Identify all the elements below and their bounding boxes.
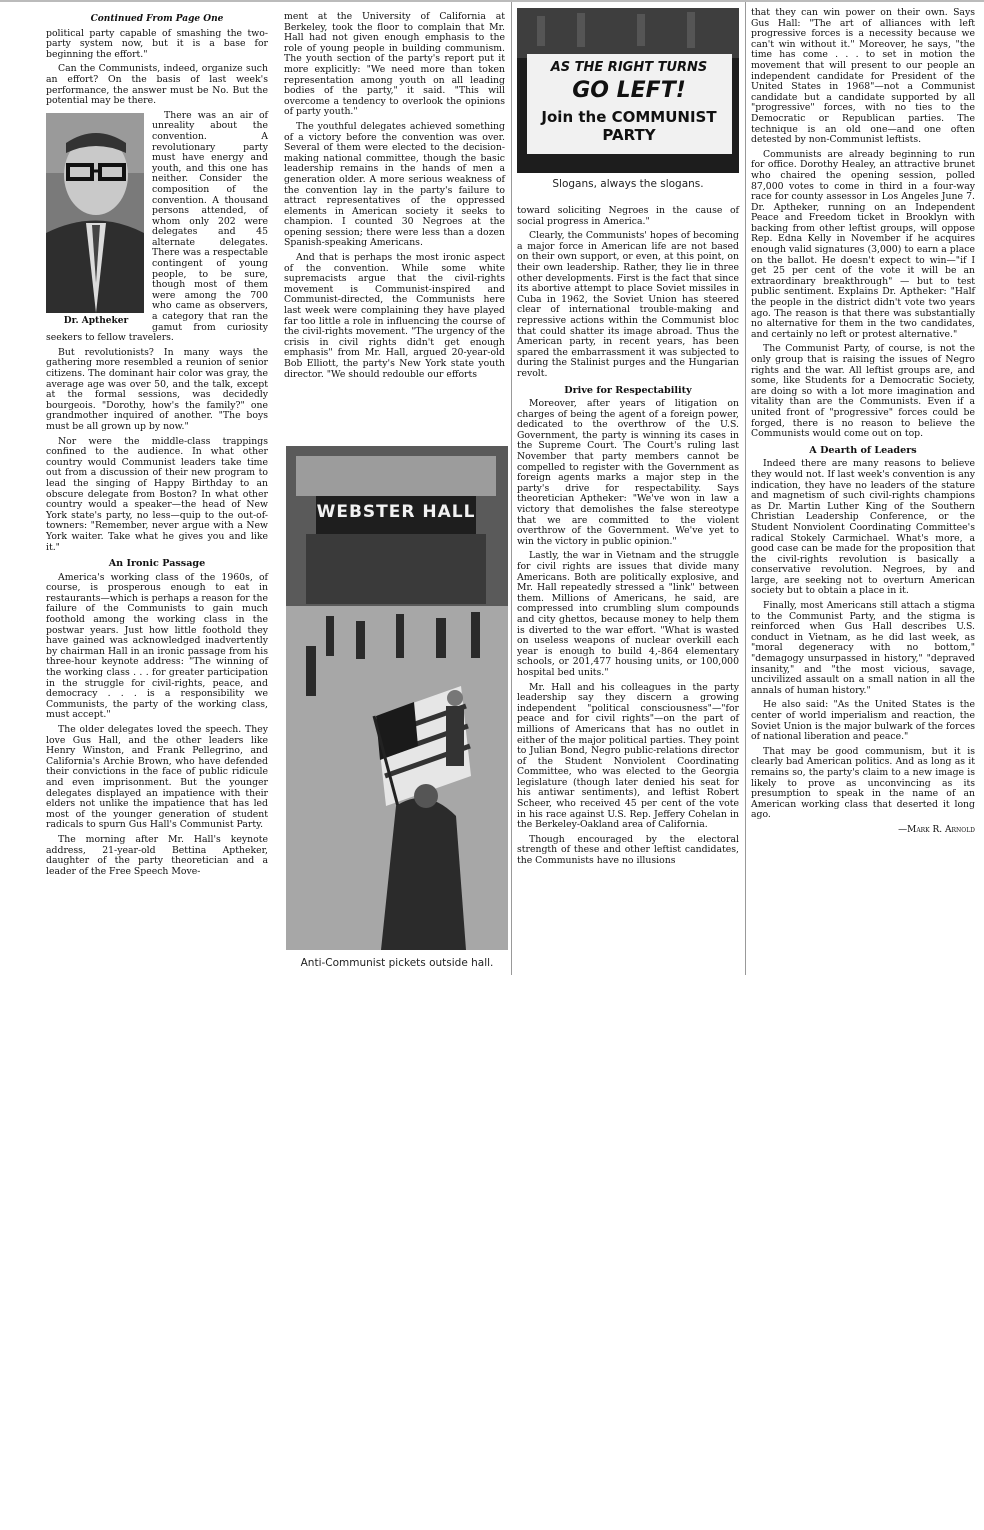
- column-1: [46, 14, 268, 881]
- paragraph: There was an air of unreality about the convention. A revolutionary party must have energy and youth, and this one has neither. Consider the composition of the convention. A thousand persons attended, of whom only 202 were delegates and 45 alternate delegates. There was a respectable contingent of young people, to be sure, though most of them were among the 700 who came as observers, a category that ran the gamut from curiosity seekers to fellow travelers.: [46, 109, 268, 344]
- paragraph: Mr. Hall and his colleagues in the party leadership say they discern a growing independent "political consciousness"—"for peace and for civil rights"—on the part of millions of Americans that has no outlet in either of the major political parties. They point to Julian Bond, Negro public-relations director of the Student Nonviolent Coordinating Committee, who was elected to the Georgia legislature (though later denied his seat for his antiwar sentiments), and leftist Robert Scheer, who received 45 per cent of the vote in his race against U.S. Rep. Jeffery Cohelan in the Berkeley-Oakland area of California.: [517, 681, 739, 831]
- paragraph: that they can win power on their own. Says Gus Hall: "The art of alliances with left progressive forces is a necessity because we can't win without it." Moreover, he says, "the time has come . . . to set in motion the movement that will present to our people an independent candidate for President of the United States in 1968"—not a Communist candidate but a candidate supported by all "progressive" forces, with no ties to the Democratic or Republican parties. The technique is an old one—and one often detested by non-Communist leftists.: [751, 7, 975, 146]
- banner-photo: [517, 8, 739, 173]
- portrait-caption: Dr. Aptheker: [63, 315, 129, 326]
- column-rule: [511, 0, 512, 975]
- paragraph: Communists are already beginning to run for office. Dorothy Healey, an attractive brunet who chaired the opening session, polled 87,000 votes to come in third in a four-way race for county assessor in Los Angeles June 7. Dr. Aptheker, running on an Independent Peace and Freedom ticket in Brooklyn with backing from other leftist groups, will oppose Rep. Edna Kelly in November if he acquires enough valid signatures (3,000) to earn a place on the ballot. He doesn't expect to win—"if I get 25 per cent of the vote it will be an extraordinary breakthrough" — but to test public sentiment. Explains Dr. Aptheker: "Half the people in the district didn't vote two years ago. The reason is that there was substantially no alternative for them in the two candidates, and certainly no left or protest alternative.": [751, 148, 975, 340]
- pickets-caption: Anti-Communist pickets outside hall.: [300, 957, 494, 969]
- subhead: A Dearth of Leaders: [809, 444, 917, 456]
- paragraph: The older delegates loved the speech. They love Gus Hall, and the other leaders like Henry Winston, and Frank Pellegrino, and California's Archie Brown, who have defended their convictions in the face of public ridicule and even imprisonment. But the younger delegates displayed an impatience with their elders not unlike the impatience that has led most of the younger generation of student radicals to spurn Gus Hall's Communist Party.: [46, 724, 268, 831]
- paragraph: America's working class of the 1960s, of course, is prosperous enough to eat in restaurants—which is perhaps a reason for the failure of the Communists to gain much foothold among the working class in the postwar years. Just how little foothold they have gained was acknowledged inadvertently by chairman Hall in an ironic passage from his three-hour keynote address: "The winning of the working class . . . for greater participation in the struggle for civil-rights, peace, and democracy . . . is a responsibility we Communists, the party of the working class, must accept.": [46, 571, 268, 721]
- paragraph: Clearly, the Communists' hopes of becoming a major force in American life are not based on their own support, or even, at this point, on their own leadership. Rather, they lie in three other developments. First is the fact that since its abortive attempt to place Soviet missiles in Cuba in 1962, the Soviet Union has steered clear of international trouble-making and repressive actions within the Communist bloc that could shatter its image abroad. Thus the American party, in recent years, has been spared the embarrassment it was subjected to during the Stalinist purges and the Hungarian revolt.: [517, 230, 739, 379]
- pickets-photo: [286, 446, 508, 950]
- paragraph: Finally, most Americans still attach a stigma to the Communist Party, and the stigma is reinforced when Gus Hall describes U.S. conduct in Vietnam, as he did last week, as "moral degeneracy with no bottom," "demagogy unsurpassed in history," "depraved insanity," and "the most vicious, savage, uncivilized assault on a small nation in all the annals of human history.": [751, 600, 975, 696]
- column-2: [284, 12, 505, 384]
- paragraph: But revolutionists? In many ways the gathering more resembled a reunion of senior citizens. The dominant hair color was gray, the average age was over 50, and the talk, except at the formal sessions, was decidedly bourgeois. "Dorothy, how's the family?" one grandmother inquired of another. "The boys must be all grown up by now.": [46, 346, 268, 432]
- paragraph: He also said: "As the United States is the center of world imperialism and reaction, the Soviet Union is the major bulwark of the forces of national liberation and peace.": [751, 699, 975, 743]
- paragraph: political party capable of smashing the two-party system now, but it is a base for beginning the effort.": [46, 27, 268, 60]
- paragraph: Can the Communists, indeed, organize such an effort? On the basis of last week's performance, the answer must be No. But the potential may be there.: [46, 63, 268, 107]
- paragraph: The youthful delegates achieved something of a victory before the convention was over. Several of them were elected to the decision-making national committee, though the basic leadership remains in the hands of men a generation older. A more serious weakness of the convention lay in the party's failure to attract representatives of the oppressed elements in American society it seeks to champion. I counted 30 Negroes at the opening session; there were less than a dozen Spanish-speaking Americans.: [284, 120, 505, 249]
- paragraph: toward soliciting Negroes in the cause of social progress in America.": [517, 205, 739, 227]
- banner-line-2: GO LEFT!: [572, 78, 686, 103]
- kicker: Continued From Page One: [90, 14, 224, 24]
- column-3: [517, 206, 739, 871]
- portrait-wrap: [46, 113, 146, 327]
- paragraph: Lastly, the war in Vietnam and the struggle for civil rights are issues that divide many Americans. Both are politically explosive, and Mr. Hall repeatedly stressed a "link" between them. Millions of Americans, he said, are compressed into crumbling slum compounds and city ghettos, because money to help them is diverted to the war effort. "What is wasted on useless weapons of nuclear overkill each year is enough to build 4,-864 elementary schools, or 201,477 housing units, or 100,000 hospital bed units.": [517, 550, 739, 678]
- paragraph: Though encouraged by the electoral strength of these and other leftist candidates, the Communists have no illusions: [517, 833, 739, 867]
- portrait-photo: [46, 113, 144, 313]
- paragraph: Nor were the middle-class trappings confined to the audience. In what other country would Communist leaders take time out from a discussion of their new program to lead the singing of Happy Birthday to an obscure delegate from Boston? In what other country would a speaker—the head of New York state's party, no less—quip to the out-of-towners: "Remember, never argue with a New York waiter. Take what he gives you and like it.": [46, 435, 268, 553]
- banner-caption: Slogans, always the slogans.: [552, 178, 704, 190]
- paragraph: Indeed there are many reasons to believe they would not. If last week's convention is any indication, they have no leaders of the stature and magnetism of such civil-rights champions as Dr. Martin Luther King of the Southern Christian Leadership Conference, or the Student Nonviolent Coordinating Committee's radical Stokely Carmichael. What's more, a good case can be made for the proposition that the civil-rights revolution is basically a conservative revolution. Negroes, by and large, are seeking not to overturn American society but to obtain a place in it.: [751, 458, 975, 597]
- paragraph: The morning after Mr. Hall's keynote address, 21-year-old Bettina Aptheker, daughter of the party theoretician and a leader of the Free Speech Move-: [46, 833, 268, 877]
- column-4: [751, 8, 975, 836]
- paragraph: Moreover, after years of litigation on charges of being the agent of a foreign power, dedicated to the overthrow of the U.S. Government, the party is winning its cases in the Supreme Court. The Court's ruling last November that party members cannot be compelled to register with the Government as foreign agents marks a major step in the party's drive for respectability. Says theoretician Aptheker: "We've won in law a victory that demolishes the false stereotype that we are committed to the violent overthrow of the Government. We've yet to win the victory in public opinion.": [517, 398, 739, 547]
- paragraph: That may be good communism, but it is clearly bad American politics. And as long as it remains so, the party's claim to a new image is likely to prove as unconvincing as its presumption to speak in the name of an American working class that deserted it long ago.: [751, 745, 975, 821]
- column-rule: [745, 0, 746, 975]
- banner-line-1: AS THE RIGHT TURNS: [550, 60, 708, 75]
- paragraph: ment at the University of California at Berkeley, took the floor to complain that Mr. Hall had not given enough emphasis to the role of young people in building communism. The youth section of the party's report put it more explicitly: "We need more than token representation among youth on all leading bodies of the party," it said. "This will overcome a tendency to overlook the opinions of party youth.": [284, 11, 505, 118]
- paragraph: The Communist Party, of course, is not the only group that is raising the issues of Negro rights and the war. All leftist groups are, and some, like Students for a Democratic Society, are doing so with a lot more imagination and vitality than are the Communists. Even if a united front of "progressive" forces could be forged, there is no reason to believe the Communists would come out on top.: [751, 343, 975, 440]
- top-edge-mark: [0, 0, 984, 2]
- paragraph: And that is perhaps the most ironic aspect of the convention. While some white supremacists argue that the civil-rights movement is Communist-inspired and Communist-directed, the Communists here last week were complaining they have played far too little a role in influencing the course of the civil-rights movement. "The urgency of the crisis in civil rights didn't get enough emphasis" from Mr. Hall, argued 20-year-old Bob Elliott, the party's New York state youth director. "We should redouble our efforts: [284, 252, 505, 380]
- banner-line-3: Join the COMMUNIST PARTY: [541, 108, 717, 144]
- byline: —Mark R. Arnold: [898, 824, 975, 835]
- subhead: An Ironic Passage: [108, 558, 206, 570]
- photo-sign-text: WEBSTER HALL: [316, 502, 476, 522]
- subhead: Drive for Respectability: [564, 384, 692, 396]
